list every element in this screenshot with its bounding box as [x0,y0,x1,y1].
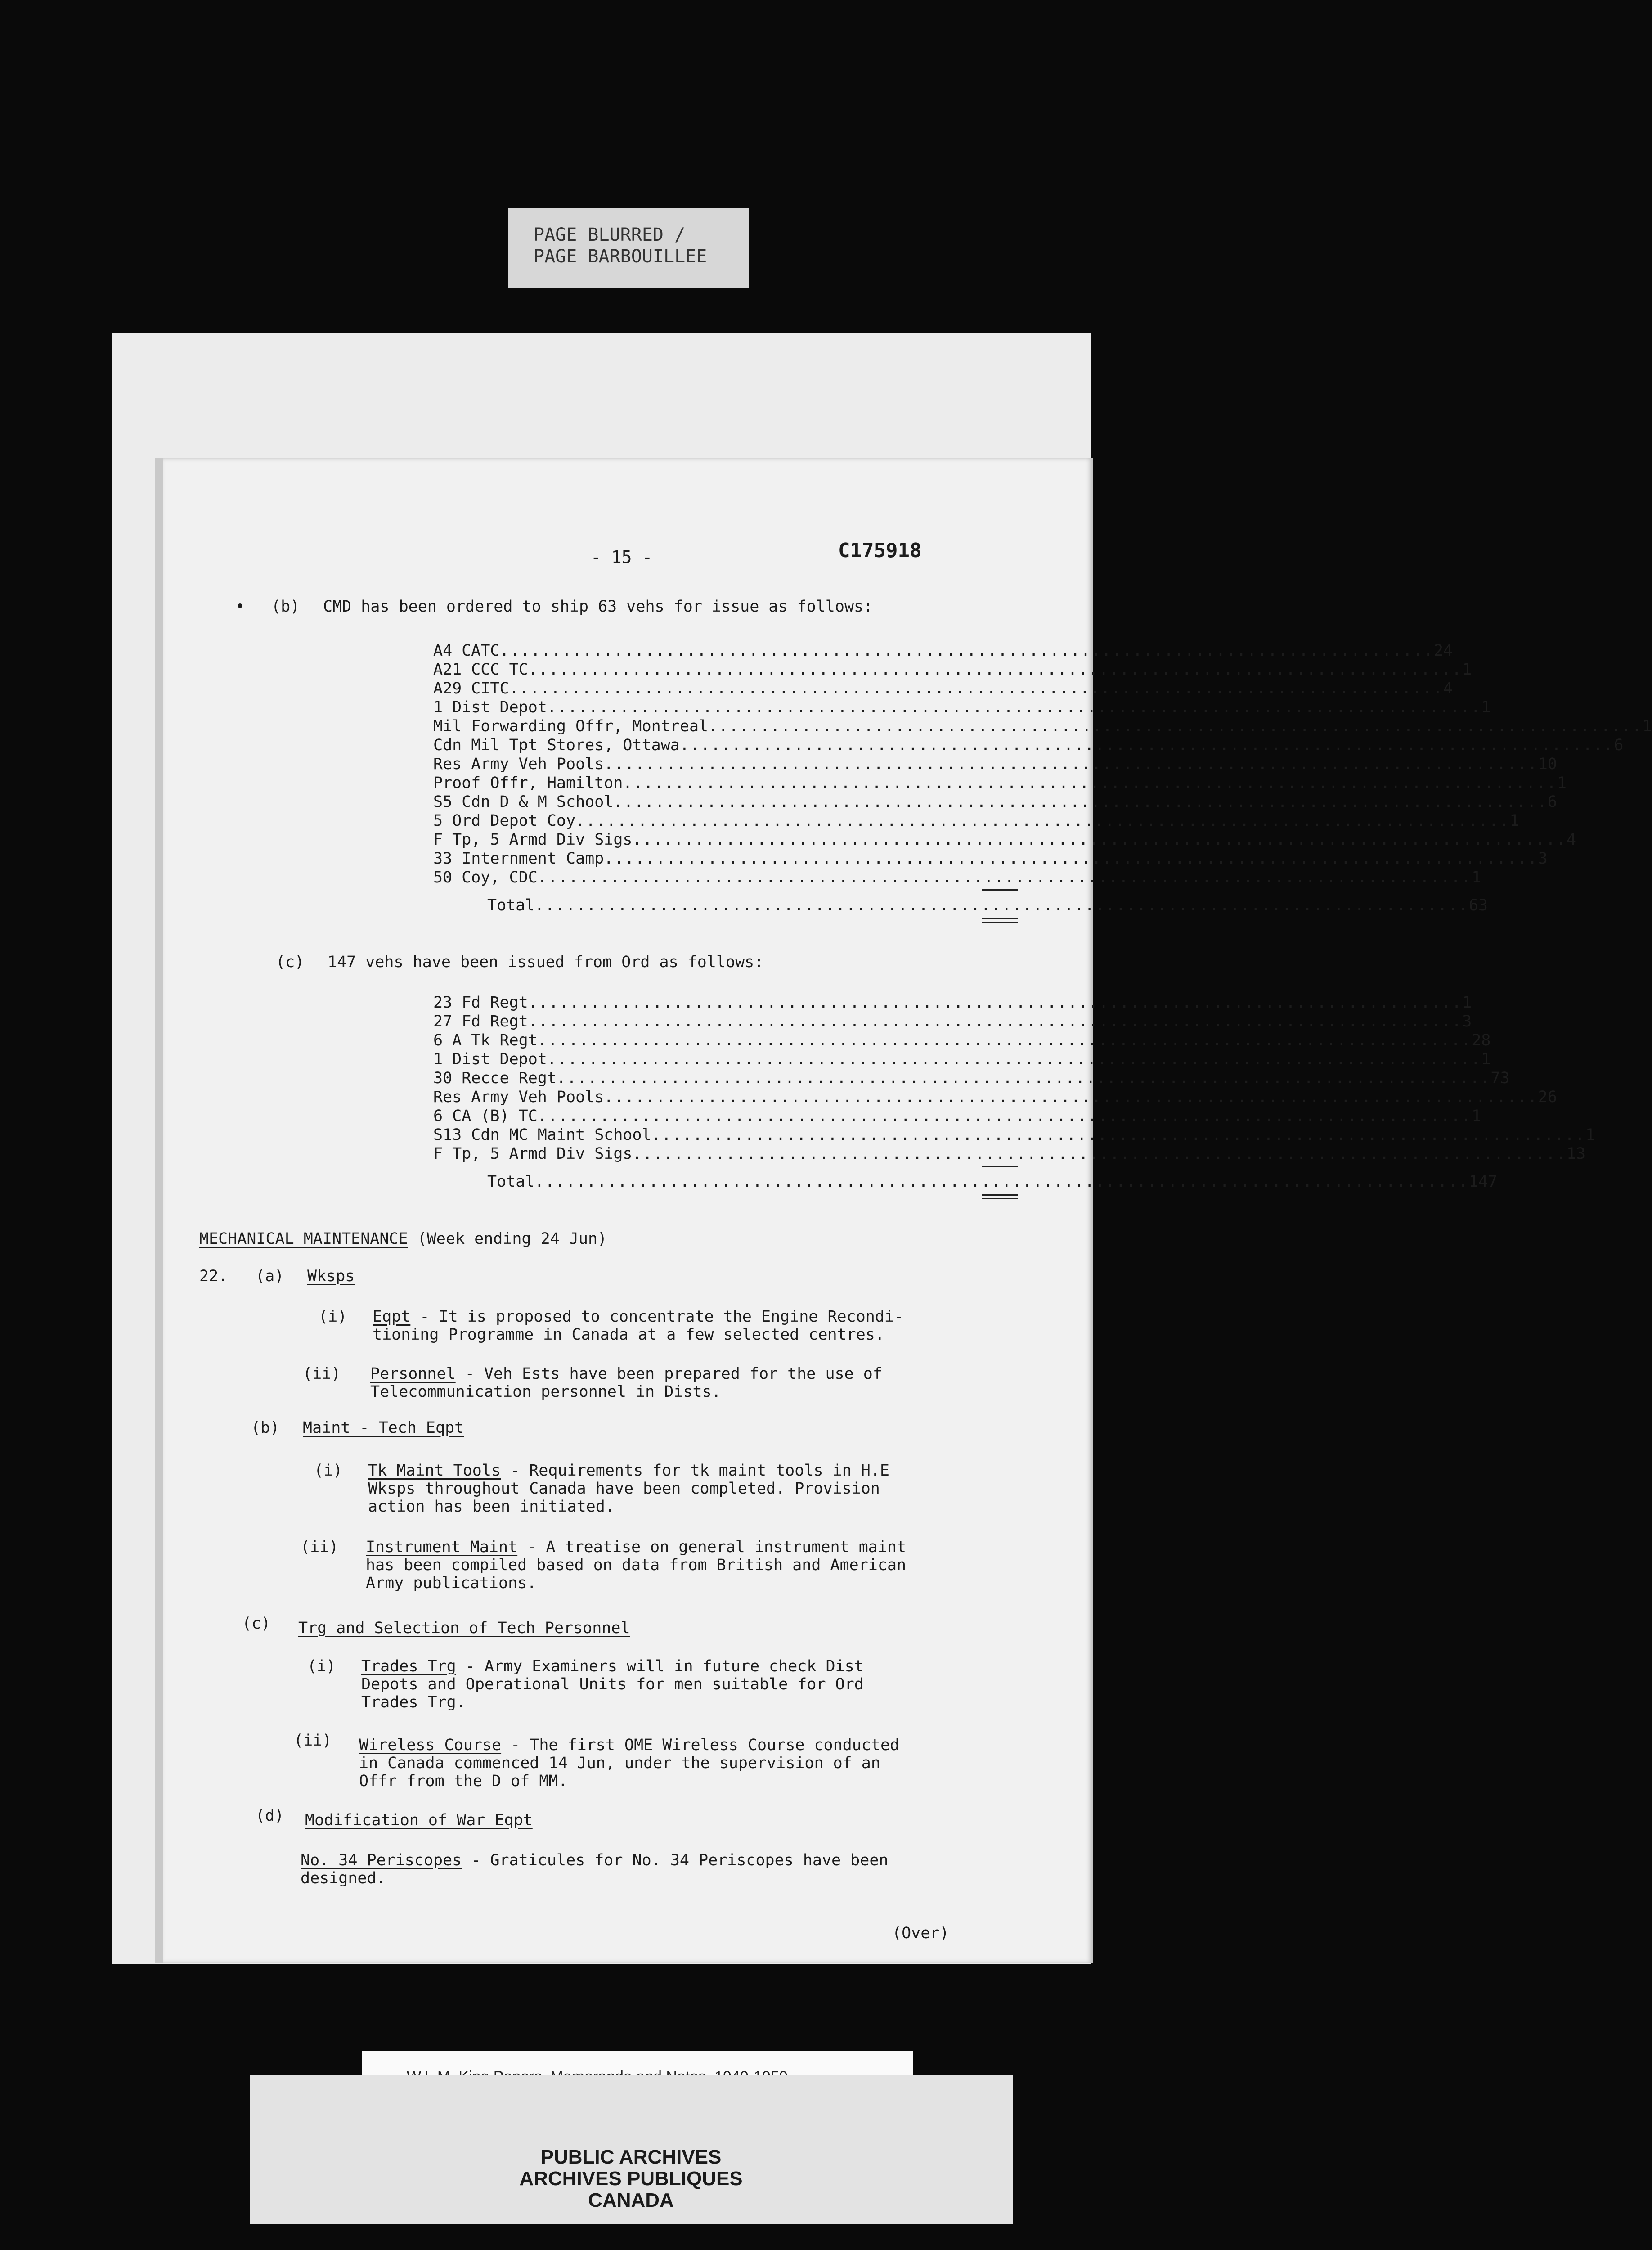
section-c-text: 147 vehs have been issued from Ord as follows: [328,953,764,971]
bullet-marker: • [235,598,245,616]
para-b1-text-1: - Requirements for tk maint tools in H.E [501,1462,889,1480]
para-d-label: (d) [256,1807,284,1825]
list-item [433,736,1624,754]
total-double-rule [982,922,1018,923]
item-value: 73 [1490,1069,1510,1087]
dot-leader: .......................................................................................... [547,1050,1481,1068]
para-b1-line-1 [368,1462,889,1480]
item-name: A4 CATC [433,642,500,660]
total-label: Total [487,1173,535,1191]
para-c2-title: Wireless Course [359,1736,502,1754]
para-b2-number: (ii) [301,1538,339,1556]
mechanical-maintenance-week: (Week ending 24 Jun) [408,1230,607,1248]
dot-leader: .......................................................................................... [575,812,1510,830]
item-name: 6 CA (B) TC [433,1107,538,1125]
para-b1-number: (i) [314,1462,343,1480]
list-item [433,850,1548,868]
item-value: 28 [1472,1031,1491,1049]
item-value: 1 [1472,868,1481,886]
item-value: 26 [1538,1088,1557,1106]
item-value: 3 [1538,850,1548,868]
item-value: 1 [1462,994,1472,1012]
item-name: Mil Forwarding Offr, Montreal [433,717,709,735]
item-name: 50 Coy, CDC [433,868,538,886]
list-item [433,831,1576,849]
total-double-rule [982,918,1018,919]
dot-leader: .......................................................................................... [537,1031,1472,1049]
para-c1-title: Trades Trg [361,1657,456,1675]
para-a2-line-2: Telecommunication personnel in Dists. [370,1383,721,1401]
dot-leader: .......................................................................................... [651,1126,1586,1144]
mechanical-maintenance-heading: MECHANICAL MAINTENANCE [199,1230,408,1248]
public-archives-stamp [457,2133,805,2223]
item-name: 30 Recce Regt [433,1069,557,1087]
stamp-line-1: PUBLIC ARCHIVES [540,2146,722,2168]
item-value: 6 [1614,736,1624,754]
document-page [155,458,1652,1963]
item-name: 27 Fd Regt [433,1012,528,1030]
para-b2-text-1: - A treatise on general instrument maint [517,1538,907,1556]
list-item [433,1126,1595,1144]
para-c2-text-1: - The first OME Wireless Course conducted [501,1736,900,1754]
dot-leader: .......................................................................................... [604,850,1538,868]
para-a2-line-1 [370,1365,882,1383]
mechanical-maintenance-line [199,1230,607,1248]
para-b1-line-3: action has been initiated. [368,1498,615,1516]
page-number: - 15 - [591,547,653,567]
subtotal-rule [982,1166,1018,1167]
item-value: 1 [1472,1107,1481,1125]
dot-leader: .......................................................................................... [537,1107,1472,1125]
list-item [433,680,1453,698]
para-a2-text-1: - Veh Ests have been prepared for the use of [455,1365,882,1383]
item-value: 1 [1585,1126,1595,1144]
para-a2-number: (ii) [303,1365,341,1383]
total-row [487,896,1488,914]
item-name: A21 CCC TC [433,661,528,679]
item-name: S13 Cdn MC Maint School [433,1126,651,1144]
para-d1-title: No. 34 Periscopes [301,1851,462,1869]
dot-leader: .......................................................................................... [623,774,1557,792]
item-value: 13 [1566,1145,1586,1163]
list-item [433,1012,1472,1030]
item-value: 1 [1642,717,1652,735]
para-c2-line-1 [359,1736,899,1754]
list-item [433,755,1557,773]
para-c1-line-2: Depots and Operational Units for men suitable for Ord [361,1675,864,1693]
para-b2-line-2: has been compiled based on data from British and American [366,1556,907,1574]
item-name: 6 A Tk Regt [433,1031,538,1049]
total-value: 63 [1468,896,1488,914]
list-item [433,1145,1586,1163]
para-a-title: Wksps [307,1267,355,1285]
para-a1-number: (i) [319,1308,347,1326]
section-b-label: (b) [271,598,300,616]
para-a-label: (a) [256,1267,284,1285]
dot-leader: .......................................................................................... [537,868,1472,886]
para-c1-text-1: - Army Examiners will in future check Dist [456,1657,864,1675]
para-22-number: 22. [199,1267,228,1285]
dot-leader: .......................................................................................... [509,680,1444,698]
item-name: 5 Ord Depot Coy [433,812,576,830]
dot-leader: .......................................................................................... [632,1145,1567,1163]
list-item [433,994,1472,1012]
para-c2-line-2: in Canada commenced 14 Jun, under the supervision of an [359,1754,880,1772]
dot-leader: .......................................................................................... [547,698,1481,716]
dot-leader: .......................................................................................... [534,1173,1469,1191]
para-a1-line-1 [373,1308,903,1326]
para-d-title: Modification of War Eqpt [305,1811,533,1829]
item-name: Cdn Mil Tpt Stores, Ottawa [433,736,680,754]
item-name: F Tp, 5 Armd Div Sigs [433,1145,633,1163]
total-row [487,1173,1498,1191]
para-c-label: (c) [242,1615,271,1633]
para-c2-line-3: Offr from the D of MM. [359,1772,568,1790]
document-body [163,458,1652,1963]
document-id: C175918 [838,539,922,562]
dot-leader: .......................................................................................... [679,736,1614,754]
item-value: 24 [1433,642,1453,660]
stamp-line-2: ARCHIVES PUBLIQUES [519,2168,743,2190]
total-label: Total [487,896,535,914]
para-a1-line-2: tioning Programme in Canada at a few selected centres. [373,1326,884,1344]
item-name: S5 Cdn D & M School [433,793,614,811]
para-c-title: Trg and Selection of Tech Personnel [298,1619,630,1637]
para-b2-title: Instrument Maint [366,1538,518,1556]
item-value: 10 [1538,755,1557,773]
blur-label-line-1: PAGE BLURRED / [534,225,686,245]
item-name: Res Army Veh Pools [433,755,604,773]
item-name: 33 Internment Camp [433,850,604,868]
page-blurred-label [508,208,749,288]
dot-leader: .......................................................................................... [604,1088,1538,1106]
list-item [433,774,1567,792]
dot-leader: .......................................................................................... [708,717,1643,735]
total-double-rule [982,1194,1018,1196]
item-value: 3 [1462,1012,1472,1030]
total-double-rule [982,1198,1018,1199]
para-c2-number: (ii) [294,1732,332,1750]
list-item [433,1088,1557,1106]
item-value: 1 [1509,812,1519,830]
blur-label-line-2: PAGE BARBOUILLEE [534,246,707,267]
section-b-text: CMD has been ordered to ship 63 vehs for issue as follows: [323,598,873,616]
list-item [433,1031,1491,1049]
para-b-label: (b) [251,1419,280,1437]
para-a2-title: Personnel [370,1365,456,1383]
list-item [433,812,1519,830]
item-name: Res Army Veh Pools [433,1088,604,1106]
item-value: 1 [1481,698,1491,716]
list-item [433,661,1472,679]
item-name: 1 Dist Depot [433,698,547,716]
list-item [433,717,1652,735]
list-item [433,1107,1481,1125]
item-value: 4 [1443,680,1453,698]
list-item [433,1069,1510,1087]
dot-leader: .......................................................................................... [556,1069,1491,1087]
para-b-title: Maint - Tech Eqpt [303,1419,464,1437]
list-item [433,868,1481,886]
dot-leader: .......................................................................................... [528,994,1463,1012]
dot-leader: .......................................................................................... [528,661,1463,679]
item-value: 1 [1557,774,1567,792]
list-item [433,793,1557,811]
list-item [433,1050,1491,1068]
para-b1-title: Tk Maint Tools [368,1462,501,1480]
item-name: 23 Fd Regt [433,994,528,1012]
item-value: 6 [1547,793,1557,811]
para-c1-line-3: Trades Trg. [361,1693,466,1711]
para-b2-line-3: Army publications. [366,1574,537,1592]
item-value: 1 [1481,1050,1491,1068]
para-a1-text-1: - It is proposed to concentrate the Engine Recondi- [410,1308,904,1326]
para-d1-line-1 [301,1851,888,1869]
para-d1-text-1: - Graticules for No. 34 Periscopes have been [462,1851,889,1869]
para-c1-number: (i) [307,1657,336,1675]
total-value: 147 [1468,1173,1498,1191]
item-value: 1 [1462,661,1472,679]
dot-leader: .......................................................................................... [632,831,1567,849]
dot-leader: .......................................................................................... [604,755,1538,773]
para-c1-line-1 [361,1657,864,1675]
over-note: (Over) [892,1924,949,1942]
item-value: 4 [1566,831,1576,849]
subtotal-rule [982,889,1018,891]
stamp-line-3: CANADA [588,2189,674,2211]
para-b1-line-2: Wksps throughout Canada have been completed. Provision [368,1480,880,1498]
dot-leader: .......................................................................................... [534,896,1469,914]
list-item [433,642,1453,660]
para-b2-line-1 [366,1538,906,1556]
item-name: F Tp, 5 Armd Div Sigs [433,831,633,849]
para-d1-line-2: designed. [301,1869,386,1887]
dot-leader: .......................................................................................... [528,1012,1463,1030]
item-name: 1 Dist Depot [433,1050,547,1068]
dot-leader: .......................................................................................... [613,793,1548,811]
section-c-label: (c) [276,953,305,971]
para-a1-title: Eqpt [373,1308,411,1326]
dot-leader: .......................................................................................... [499,642,1434,660]
item-name: Proof Offr, Hamilton [433,774,623,792]
list-item [433,698,1491,716]
item-name: A29 CITC [433,680,509,698]
